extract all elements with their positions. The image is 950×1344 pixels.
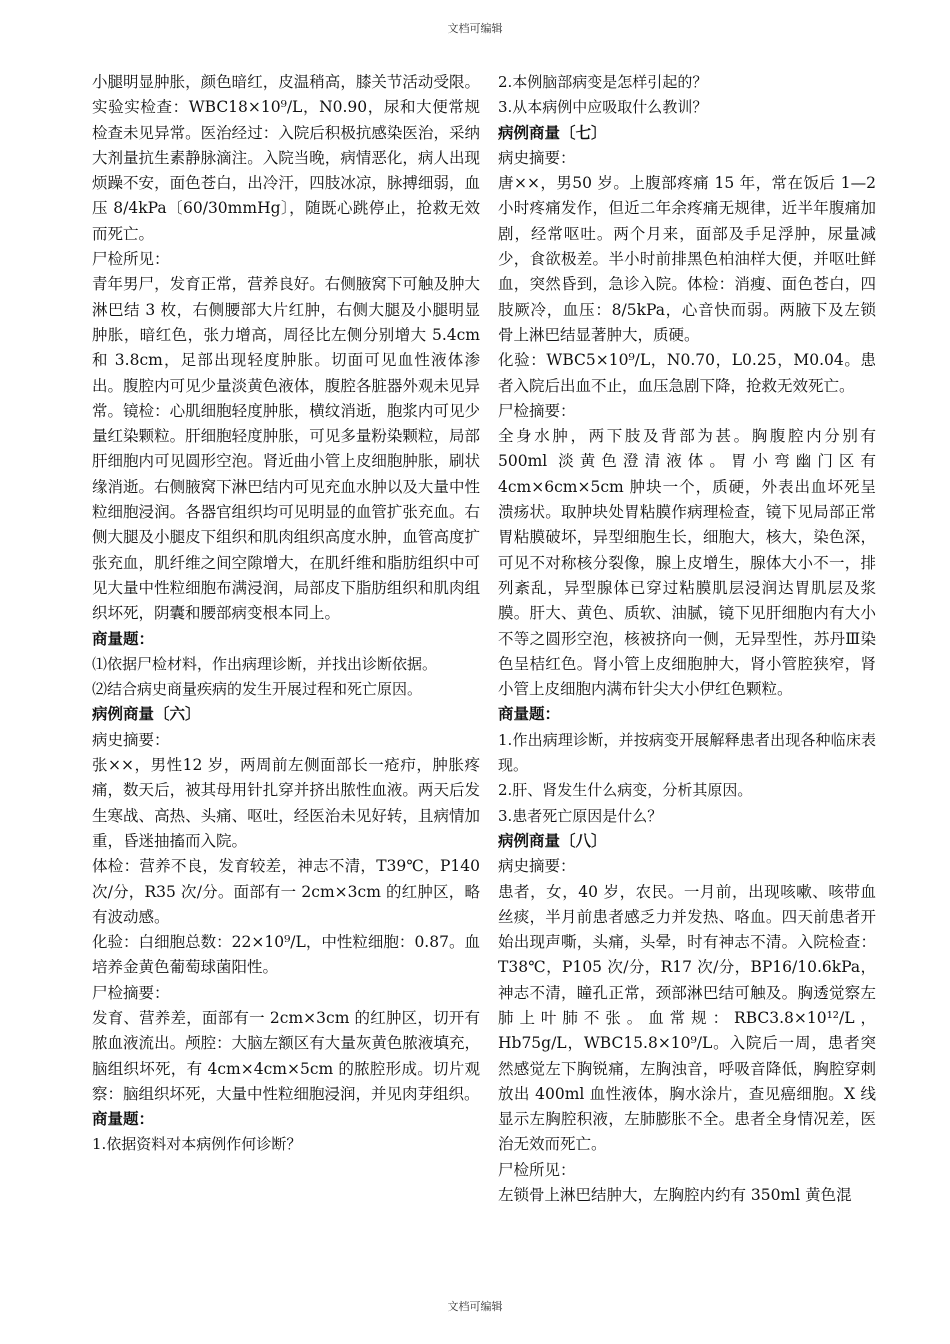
section-heading: 尸检摘要： (498, 401, 576, 420)
question: 3.患者死亡原因是什么？ (498, 806, 663, 825)
section-heading: 病史摘要： (498, 148, 576, 167)
page-header: 文档可编辑 (447, 22, 503, 35)
discussion-heading: 商量题： (498, 705, 561, 724)
paragraph: 发育、营养差，面部有一 2cm×3cm 的红肿区，切开有脓血液流出。颅腔：大脑左额区有大量灰黄色脓液填充，脑组织坏死，有 4cm×4cm×5cm 的脓腔形成。切片观察：脑组织坏死，大量中性粒细胞浸润，并见肉芽组织。 (92, 1008, 480, 1103)
paragraph: 化验：白细胞总数：22×10⁹/L，中性粒细胞：0.87。血培养金黄色葡萄球菌阳性。 (92, 933, 480, 977)
question: 1.作出病理诊断，并按病变开展解释患者出现各种临床表现。 (498, 730, 876, 775)
paragraph: 唐××，男50 岁。上腹部疼痛 15 年，常在饭后 1—2 小时疼痛发作，但近二年余疼痛无规律，近半年腹痛加剧，经常呕吐。两个月来，面部及手足浮肿，尿量减少，食欲极差。半小时前排黑色柏油样大便，并呕吐鲜血，突然昏到，急诊入院。体检：消瘦、面色苍白，四肢厥冷，血压：8/5kPa，心音快而弱。两腋下及左锁骨上淋巴结显著肿大，质硬。 (498, 174, 876, 344)
paragraph: 张××，男性12 岁，两周前左侧面部长一疮疖，肿胀疼痛，数天后，被其母用针扎穿并挤出脓性血液。两天后发生寒战、高热、头痛、呕吐，经医治未见好转，且病情加重，昏迷抽搐而入院。 (92, 756, 480, 850)
paragraph: 小腿明显肿胀，颜色暗红，皮温稍高，膝关节活动受限。实验实检查：WBC18×10⁹/L，N0.90，尿和大便常规检查未见异常。医治经过：入院后积极抗感染医治，采纳大剂量抗生素静脉滴注。入院当晚，病情恶化，病人出现烦躁不安，面色苍白，出冷汗，四肢冰凉，脉搏细弱，血压 8/4kPa〔60/30mmHg〕，随既心跳停止，抢救无效而死亡。 (92, 73, 480, 243)
left-column (92, 70, 480, 1158)
paragraph: 患者，女，40 岁，农民。一月前，出现咳嗽、咳带血丝痰，半月前患者感乏力并发热、咯血。四天前患者开始出现声嘶，头痛，头晕，时有神志不清。入院检查：T38℃，P105 次/分，R17 次/分，BP16/10.6kPa，神志不清，瞳孔正常，颈部淋巴结可触及。胸透觉察左肺上叶肺不张。血常规：RBC3.8×10¹²/L，Hb75g/L，WBC15.8×10⁹/L。入院后一周，患者突然感觉左下胸锐痛，左胸浊音，呼吸音降低，胸腔穿刺放出 400ml 血性液体，胸水涂片，查见癌细胞。X 线显示左胸腔积液，左肺膨胀不全。患者全身情况差，医治无效而死亡。 (498, 882, 876, 1154)
section-heading: 尸检摘要： (92, 983, 170, 1002)
discussion-heading: 商量题： (92, 1110, 155, 1129)
question: 2.本例脑部病变是怎样引起的？ (498, 73, 708, 91)
page-footer: 文档可编辑 (447, 1300, 503, 1313)
section-heading: 尸检所见： (92, 250, 170, 269)
right-column (498, 70, 876, 1208)
question: ⑴依据尸检材料，作出病理诊断，并找出诊断依据。 (92, 654, 438, 673)
paragraph: 体检：营养不良，发育较差，神志不清，T39℃，P140 次/分，R35 次/分。面部有一 2cm×3cm 的红肿区，略有波动感。 (92, 857, 480, 926)
case-title: 病例商量〔七〕 (498, 123, 607, 142)
paragraph: 青年男尸，发育正常，营养良好。右侧腋窝下可触及肿大淋巴结 3 枚，右侧腰部大片红肿，右侧大腿及小腿明显肿胀，暗红色，张力增高，周径比左侧分别增大 5.4cm 和 3.8cm，足部出现轻度肿胀。切面可见血性液体渗出。腹腔内可见少量淡黄色液体，腹腔各脏器外观未见异常。镜检：心肌细胞轻度肿胀，横纹消逝，胞浆内可见少量红染颗粒。肝细胞轻度肿胀，可见多量粉染颗粒，局部肝细胞内可见圆形空泡。肾近曲小管上皮细胞肿胀，刷状缘消逝。右侧腋窝下淋巴结内可见充血水肿以及大量中性粒细胞浸润。各器官组织均可见明显的血管扩张充血。右侧大腿及小腿皮下组织和肌肉组织高度水肿，血管高度扩张充血，肌纤维之间空隙增大，在肌纤维和脂肪组织中可见大量中性粒细胞布满浸润，局部皮下脂肪组织和肌肉组织坏死，阴囊和腰部病变根本同上。 (92, 275, 480, 623)
question: 3.从本病例中应吸取什么教训？ (498, 98, 708, 117)
discussion-heading: 商量题： (92, 629, 155, 648)
section-heading: 病史摘要： (498, 857, 576, 876)
question: 1.依据资料对本病例作何诊断？ (92, 1135, 302, 1154)
paragraph: 化验：WBC5×10⁹/L，N0.70，L0.25，M0.04。患者入院后出血不止，血压急剧下降，抢救无效死亡。 (498, 351, 876, 395)
section-heading: 病史摘要： (92, 730, 170, 749)
question: ⑵结合病史商量疾病的发生开展过程和死亡原因。 (92, 680, 423, 699)
question: 2.肝、肾发生什么病变，分析其原因。 (498, 781, 753, 800)
section-heading: 尸检所见： (498, 1160, 576, 1179)
paragraph: 左锁骨上淋巴结肿大，左胸腔内约有 350ml 黄色混 (498, 1186, 852, 1205)
paragraph: 全身水肿，两下肢及背部为甚。胸腹腔内分别有 500ml 淡黄色澄清液体。胃小弯幽门区有 4cm×6cm×5cm 肿块一个，质硬，外表出血坏死呈溃疡状。取肿块处胃粘膜作病理检查，镜下见局部正常胃粘膜破坏，异型细胞生长，细胞大，核大，染色深，可见不对称核分裂像，腺上皮增生，腺体大小不一，排列紊乱，异型腺体已穿过粘膜肌层浸润达胃肌层及浆膜。肝大、黄色、质软、油腻，镜下见肝细胞内有大小不等之圆形空泡，核被挤向一侧，无异型性，苏丹Ⅲ染色呈桔红色。肾小管上皮细胞肿大，肾小管腔狭窄，肾小管上皮细胞内满布针尖大小伊红色颗粒。 (498, 427, 876, 699)
case-title: 病例商量〔六〕 (92, 705, 201, 724)
case-title: 病例商量〔八〕 (498, 831, 607, 850)
